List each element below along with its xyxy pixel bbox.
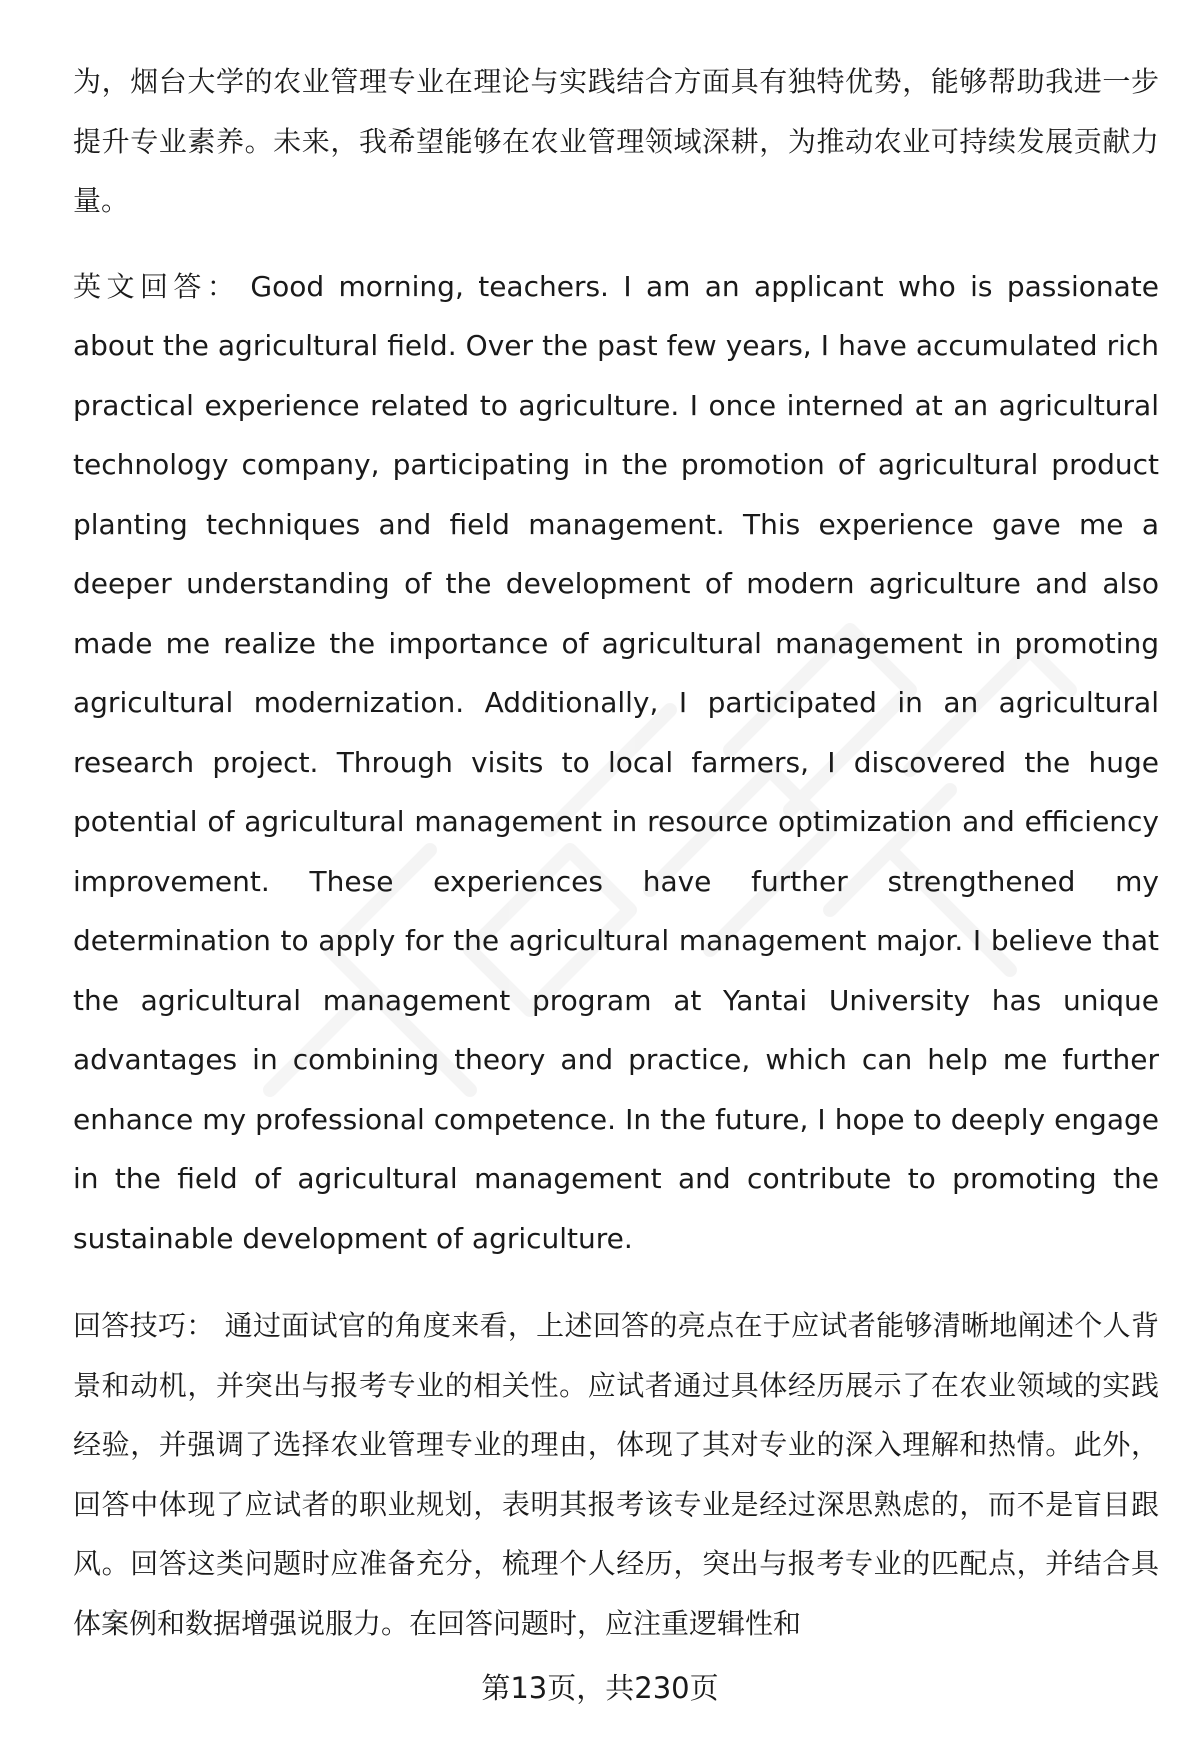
english-answer-paragraph	[73, 257, 1159, 1269]
answer-tips-paragraph	[73, 1296, 1159, 1653]
document-page	[73, 52, 1159, 1653]
english-answer-label: 英文回答：	[73, 269, 241, 303]
intro-paragraph: 为，烟台大学的农业管理专业在理论与实践结合方面具有独特优势，能够帮助我进一步提升专业素养。未来，我希望能够在农业管理领域深耕，为推动农业可持续发展贡献力量。	[73, 65, 1159, 217]
answer-tips-text: 通过面试官的角度来看，上述回答的亮点在于应试者能够清晰地阐述个人背景和动机，并突出与报考专业的相关性。应试者通过具体经历展示了在农业领域的实践经验，并强调了选择农业管理专业的理由，体现了其对专业的深入理解和热情。此外，回答中体现了应试者的职业规划，表明其报考该专业是经过深思熟虑的，而不是盲目跟风。回答这类问题时应准备充分，梳理个人经历，突出与报考专业的匹配点，并结合具体案例和数据增强说服力。在回答问题时，应注重逻辑性和	[73, 1309, 1159, 1640]
answer-tips-label: 回答技巧：	[73, 1309, 215, 1342]
english-answer-text: Good morning, teachers. I am an applicant who is passionate about the agricultural field. Over the past few years, I have accumulated rich practical experience related to agriculture. I once interned at an agricultural technology company, participating in the promotion of agricultural product planting techniques and field management. This experience gave me a deeper understanding of the development of modern agriculture and also made me realize the importance of agricultural management in promoting agricultural modernization. Additionally, I participated in an agricultural research project. Through visits to local farmers, I discovered the huge potential of agricultural management in resource optimization and efficiency improvement. These experiences have further strengthened my determination to apply for the agricultural management major. I believe that the agricultural management program at Yantai University has unique advantages in combining theory and practice, which can help me further enhance my professional competence. In the future, I hope to deeply engage in the field of agricultural management and contribute to promoting the sustainable development of agriculture.	[73, 269, 1159, 1255]
page-indicator: 第13页，共230页	[481, 1671, 719, 1705]
